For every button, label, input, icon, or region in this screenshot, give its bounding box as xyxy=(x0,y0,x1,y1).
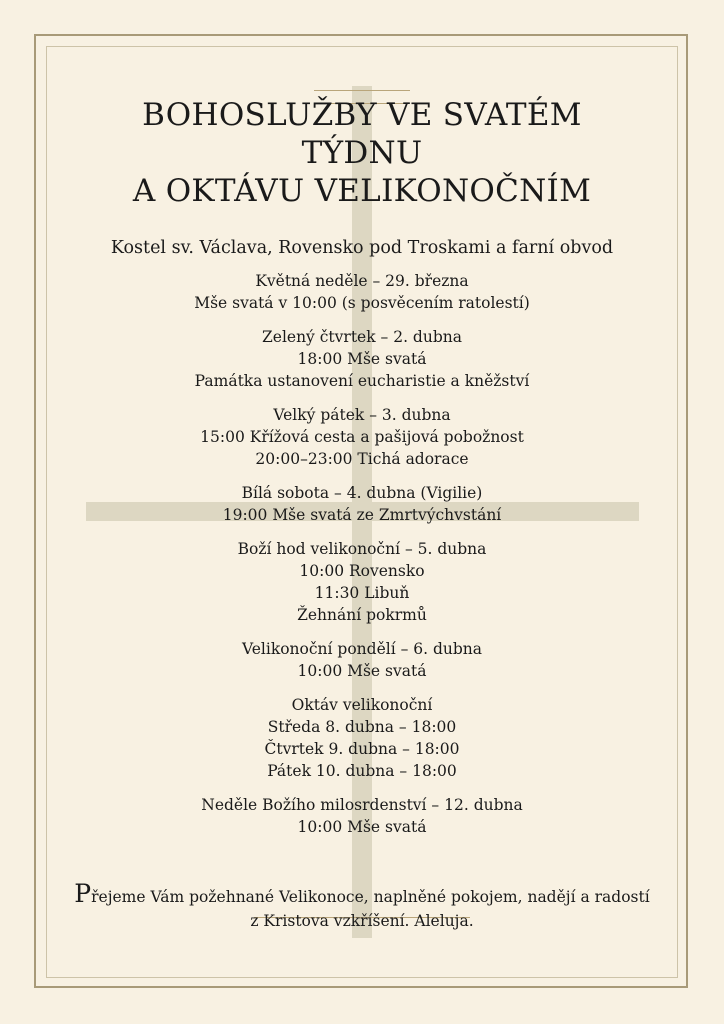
event-heading: Oktáv velikonoční xyxy=(291,696,433,714)
event-line: 10:00 Mše svatá xyxy=(297,662,427,680)
event-easter-octave xyxy=(0,694,724,782)
event-line: 18:00 Mše svatá xyxy=(297,350,427,368)
event-heading: Velký pátek – 3. dubna xyxy=(273,406,451,424)
church-subtitle: Kostel sv. Václava, Rovensko pod Troskami a farní obvod xyxy=(110,238,614,258)
event-line: 10:00 Rovensko xyxy=(299,562,425,580)
event-easter-sunday xyxy=(0,538,724,626)
event-line: 19:00 Mše svatá ze Zmrtvýchvstání xyxy=(222,506,502,524)
event-line: 15:00 Křížová cesta a pašijová pobožnost xyxy=(200,428,524,446)
drop-cap: P xyxy=(74,879,92,908)
event-line: Středa 8. dubna – 18:00 xyxy=(267,718,457,736)
event-line: 10:00 Mše svatá xyxy=(297,818,427,836)
schedule xyxy=(0,270,724,838)
event-maundy-thursday xyxy=(0,326,724,392)
poster-content xyxy=(0,96,724,850)
title-line: TÝDNU xyxy=(301,135,423,171)
event-line: Čtvrtek 9. dubna – 18:00 xyxy=(264,740,460,758)
event-line: 11:30 Libuň xyxy=(314,584,410,602)
event-holy-saturday xyxy=(0,482,724,526)
event-line: Mše svatá v 10:00 (s posvěcením ratolestí) xyxy=(194,294,530,312)
event-palm-sunday xyxy=(0,270,724,314)
page-title xyxy=(0,96,724,210)
event-line: 20:00–23:00 Tichá adorace xyxy=(255,450,469,468)
event-heading: Velikonoční pondělí – 6. dubna xyxy=(241,640,483,658)
event-line: Pátek 10. dubna – 18:00 xyxy=(267,762,457,780)
event-heading: Květná neděle – 29. března xyxy=(255,272,469,290)
event-heading: Boží hod velikonoční – 5. dubna xyxy=(237,540,487,558)
closing-blessing xyxy=(70,879,654,933)
event-heading: Neděle Božího milosrdenství – 12. dubna xyxy=(201,796,523,814)
event-good-friday xyxy=(0,404,724,470)
title-line: A OKTÁVU VELIKONOČNÍM xyxy=(132,173,592,209)
event-easter-monday xyxy=(0,638,724,682)
event-heading: Bílá sobota – 4. dubna (Vigilie) xyxy=(241,484,483,502)
title-line: BOHOSLUŽBY VE SVATÉM xyxy=(142,97,582,133)
event-heading: Zelený čtvrtek – 2. dubna xyxy=(262,328,462,346)
top-ornament-line xyxy=(314,90,410,91)
closing-text: řejeme Vám požehnané Velikonoce, naplněné pokojem, nadějí a radostí z Kristova vzkříšení. Aleluja. xyxy=(91,888,650,930)
event-line: Žehnání pokrmů xyxy=(297,606,427,624)
event-divine-mercy-sunday xyxy=(0,794,724,838)
event-line: Památka ustanovení eucharistie a kněžství xyxy=(194,372,530,390)
